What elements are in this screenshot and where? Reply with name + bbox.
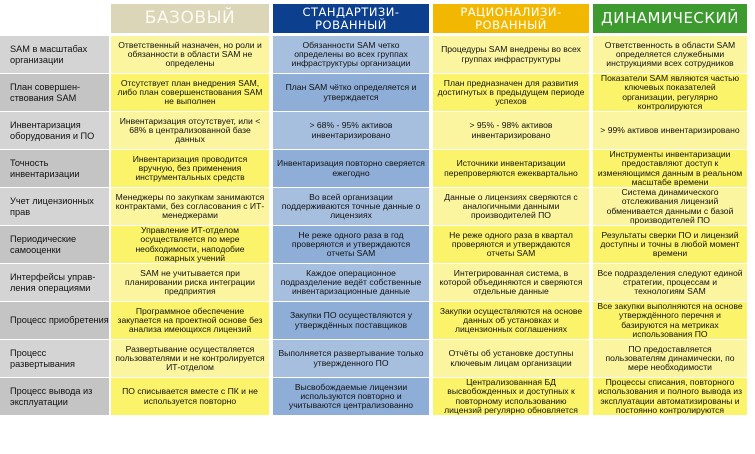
cell-rationalized: Процедуры SAM внедрены во всех группах инфраструктуры (433, 36, 589, 73)
table-row (0, 112, 755, 149)
cell-rationalized: Закупки осуществляются на основе данных об установках и лицензионных соглашениях (433, 302, 589, 339)
header-rationalized (433, 4, 589, 33)
cell-basic: Инвентаризация проводится вручную, без применения инструментальных средств (111, 150, 269, 187)
table-row (0, 340, 755, 377)
cell-dynamic: Система динамического отслеживания лицензий обменивается данными с базой производителей ПО (593, 188, 747, 225)
cell-rationalized: Отчёты об установке доступны ключевым лицам организации (433, 340, 589, 377)
cell-dynamic: ПО предоставляется пользователям динамически, по мере необходимости (593, 340, 747, 377)
header-dynamic: ДИНАМИЧЕСКИЙ (593, 4, 747, 33)
cell-standardized: Каждое операционное подразделение ведёт собственные инвентаризационные данные (273, 264, 429, 301)
table-row (0, 188, 755, 225)
header-standardized (273, 4, 429, 33)
cell-standardized: Закупки ПО осуществляются у утверждённых поставщиков (273, 302, 429, 339)
cell-dynamic: Все подразделения следуют единой стратегии, процессам и технологиям SAM (593, 264, 747, 301)
table-row (0, 150, 755, 187)
cell-rationalized: Интегрированная система, в которой объединяются и сверяются отдельные данные (433, 264, 589, 301)
table-body (0, 36, 755, 416)
cell-standardized: Обязанности SAM четко определены во всех группах инфраструктуры организации (273, 36, 429, 73)
cell-standardized: Инвентаризация повторно сверяется ежегодно (273, 150, 429, 187)
header-standardized-text: СТАНДАРТИЗИ- РОВАННЫЙ (302, 5, 400, 32)
cell-dynamic: Ответственность в области SAM определяется служебными инструкциями всех сотрудников (593, 36, 747, 73)
cell-basic: ПО списывается вместе с ПК и не используется повторно (111, 378, 269, 415)
cell-rationalized: Не реже одного раза в квартал проверяются и утверждаются отчеты SAM (433, 226, 589, 263)
row-label: Инвентаризация оборудования и ПО (0, 112, 109, 149)
table-row (0, 264, 755, 301)
cell-basic: Развертывание осуществляется пользователями и не контролируется ИТ-отделом (111, 340, 269, 377)
cell-standardized: Высвобождаемые лицензии используются повторно и учитываются централизованно (273, 378, 429, 415)
row-label: Процесс вывода из эксплуатации (0, 378, 109, 415)
row-label: План совершен-ствования SAM (0, 74, 109, 111)
cell-standardized: Выполняется развертывание только утвержденного ПО (273, 340, 429, 377)
row-label: Процесс приобретения (0, 302, 109, 339)
header-rationalized-text: РАЦИОНАЛИЗИ- РОВАННЫЙ (460, 5, 562, 32)
cell-rationalized: Источники инвентаризации перепроверяются ежеквартально (433, 150, 589, 187)
cell-basic: Ответственный назначен, но роли и обязанности в области SAM не определены (111, 36, 269, 73)
cell-dynamic: Показатели SAM являются частью ключевых показателей организации, регулярно контролируются (593, 74, 747, 111)
row-label: Точность инвентаризации (0, 150, 109, 187)
cell-rationalized: > 95% - 98% активов инвентаризировано (433, 112, 589, 149)
row-label: Интерфейсы управ-ления операциями (0, 264, 109, 301)
cell-rationalized: Данные о лицензиях сверяются с аналогичными данными производителей ПО (433, 188, 589, 225)
cell-rationalized: Централизованная БД высвобожденных и доступных к повторному использованию лицензий регулярно обновляется (433, 378, 589, 415)
cell-dynamic: Инструменты инвентаризации предоставляют доступ к изменяющимся данным в реальном масштабе времени (593, 150, 747, 187)
cell-rationalized: План предназначен для развития достигнутых в предыдущем периоде успехов (433, 74, 589, 111)
row-label: Периодические самооценки (0, 226, 109, 263)
row-label: SAM в масштабах организации (0, 36, 109, 73)
cell-dynamic: Процессы списания, повторного использования и полного вывода из эксплуатации автоматизированы и постоянно контролируются (593, 378, 747, 415)
cell-standardized: > 68% - 95% активов инвентаризировано (273, 112, 429, 149)
table-row (0, 302, 755, 339)
cell-dynamic: > 99% активов инвентаризировано (593, 112, 747, 149)
cell-basic: Инвентаризация отсутствует, или < 68% в централизованной базе данных (111, 112, 269, 149)
cell-basic: Отсутствует план внедрения SAM, либо план совершенствования SAM не выполнен (111, 74, 269, 111)
cell-basic: Менеджеры по закупкам занимаются контрактами, без согласования с ИТ-менеджерами (111, 188, 269, 225)
cell-dynamic: Все закупки выполняются на основе утверждённого перечня и базируются на метриках использования ПО (593, 302, 747, 339)
cell-dynamic: Результаты сверки ПО и лицензий доступны и точны в любой момент времени (593, 226, 747, 263)
cell-basic: SAM не учитывается при планировании риска интеграции предприятия (111, 264, 269, 301)
table-row (0, 226, 755, 263)
row-label: Процесс развертывания (0, 340, 109, 377)
cell-standardized: План SAM чётко определяется и утверждается (273, 74, 429, 111)
table-row (0, 36, 755, 73)
cell-basic: Управление ИТ-отделом осуществляется по мере необходимости, наподобие пожарных учений (111, 226, 269, 263)
cell-standardized: Во всей организации поддерживаются точные данные о лицензиях (273, 188, 429, 225)
row-label: Учет лицензионных прав (0, 188, 109, 225)
cell-basic: Программное обеспечение закупается на проектной основе без анализа имеющихся лицензий (111, 302, 269, 339)
header-basic: БАЗОВЫЙ (111, 4, 269, 33)
table-row (0, 378, 755, 415)
table-row (0, 74, 755, 111)
cell-standardized: Не реже одного раза в год проверяются и утверждаются отчеты SAM (273, 226, 429, 263)
